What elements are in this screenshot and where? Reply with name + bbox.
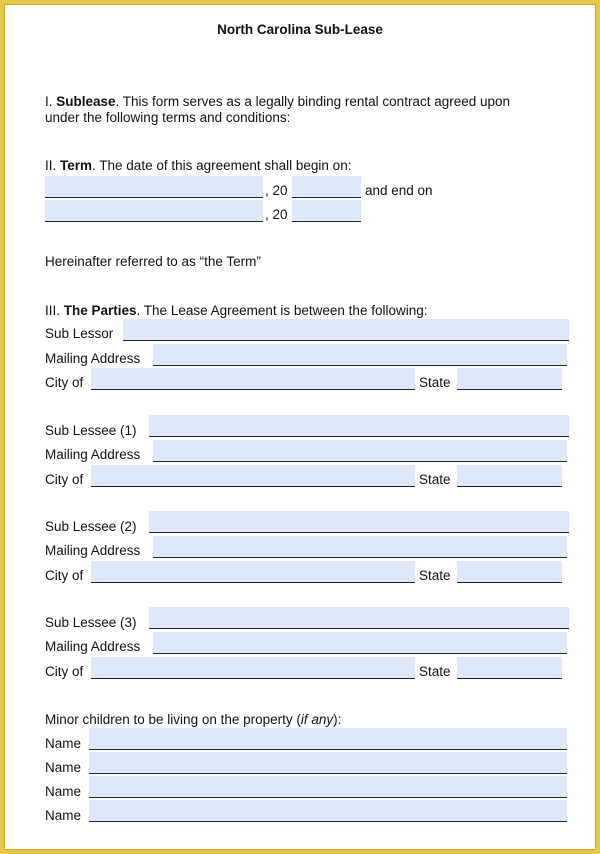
sub-lessor-mailing-address-field[interactable] xyxy=(153,344,567,366)
minor-children-italic: if any xyxy=(300,712,334,727)
section-numeral: III. xyxy=(45,303,64,318)
sub-lessee-2-state-field[interactable] xyxy=(457,561,562,583)
section-parties-heading-line xyxy=(45,303,427,319)
sub-lessee-1-mailing-address-field[interactable] xyxy=(153,440,567,462)
sub-lessor-city-field[interactable] xyxy=(91,368,415,390)
section-numeral: II. xyxy=(45,158,61,173)
section-heading-sublease: Sublease xyxy=(56,94,116,109)
state-label: State xyxy=(419,472,451,487)
state-label: State xyxy=(419,664,451,679)
minor-name-field-1[interactable] xyxy=(89,728,567,750)
minor-name-label: Name xyxy=(45,760,82,775)
end-on-label: and end on xyxy=(365,183,433,198)
document-title: North Carolina Sub-Lease xyxy=(217,22,383,37)
minor-name-field-4[interactable] xyxy=(89,800,567,822)
sub-lessor-label: Sub Lessor xyxy=(45,326,114,341)
sub-lessee-1-state-field[interactable] xyxy=(457,465,562,487)
city-label: City of xyxy=(45,664,84,679)
hereinafter-text: Hereinafter referred to as “the Term” xyxy=(45,254,261,269)
minor-name-label: Name xyxy=(45,784,82,799)
city-label: City of xyxy=(45,375,84,390)
section-text: . This form serves as a legally binding rental contract agreed upon xyxy=(115,94,511,109)
section-text: . The Lease Agreement is between the following: xyxy=(136,303,428,318)
sub-lessee-3-state-field[interactable] xyxy=(457,657,562,679)
sub-lessee-1-label: Sub Lessee (1) xyxy=(45,423,137,438)
city-label: City of xyxy=(45,568,84,583)
state-label: State xyxy=(419,375,451,390)
end-year-field[interactable] xyxy=(292,200,361,222)
minor-name-label: Name xyxy=(45,736,82,751)
year-prefix-label: , 20 xyxy=(265,183,288,198)
sub-lessee-2-name-field[interactable] xyxy=(149,511,569,533)
mailing-address-label: Mailing Address xyxy=(45,351,141,366)
end-date-field[interactable] xyxy=(45,200,263,222)
minor-children-text-end: ): xyxy=(333,712,342,727)
sub-lessee-2-label: Sub Lessee (2) xyxy=(45,519,137,534)
sub-lessee-2-mailing-address-field[interactable] xyxy=(153,536,567,558)
minor-children-intro xyxy=(45,712,341,728)
minor-name-label: Name xyxy=(45,808,82,823)
sub-lessee-3-city-field[interactable] xyxy=(91,657,415,679)
sub-lessee-1-name-field[interactable] xyxy=(149,415,569,437)
section-sublease-line-2: under the following terms and conditions: xyxy=(45,110,291,125)
sub-lessee-3-label: Sub Lessee (3) xyxy=(45,615,137,630)
section-term-heading-line xyxy=(45,158,351,174)
state-label: State xyxy=(419,568,451,583)
section-numeral: I. xyxy=(45,94,57,109)
sub-lessor-name-field[interactable] xyxy=(123,319,569,341)
section-sublease-line-1 xyxy=(45,94,510,110)
start-date-field[interactable] xyxy=(45,176,263,198)
city-label: City of xyxy=(45,472,84,487)
mailing-address-label: Mailing Address xyxy=(45,447,141,462)
minor-children-text: Minor children to be living on the property ( xyxy=(45,712,301,727)
year-prefix-label: , 20 xyxy=(265,207,288,222)
section-text: . The date of this agreement shall begin on: xyxy=(92,158,352,173)
section-heading-parties: The Parties xyxy=(63,303,137,318)
sub-lessee-3-name-field[interactable] xyxy=(149,607,569,629)
sub-lessee-2-city-field[interactable] xyxy=(91,561,415,583)
document-page xyxy=(4,4,596,850)
mailing-address-label: Mailing Address xyxy=(45,639,141,654)
start-year-field[interactable] xyxy=(292,176,361,198)
mailing-address-label: Mailing Address xyxy=(45,543,141,558)
section-heading-term: Term xyxy=(60,158,93,173)
sub-lessor-state-field[interactable] xyxy=(457,368,562,390)
sub-lessee-3-mailing-address-field[interactable] xyxy=(153,632,567,654)
sub-lessee-1-city-field[interactable] xyxy=(91,465,415,487)
minor-name-field-2[interactable] xyxy=(89,752,567,774)
minor-name-field-3[interactable] xyxy=(89,776,567,798)
